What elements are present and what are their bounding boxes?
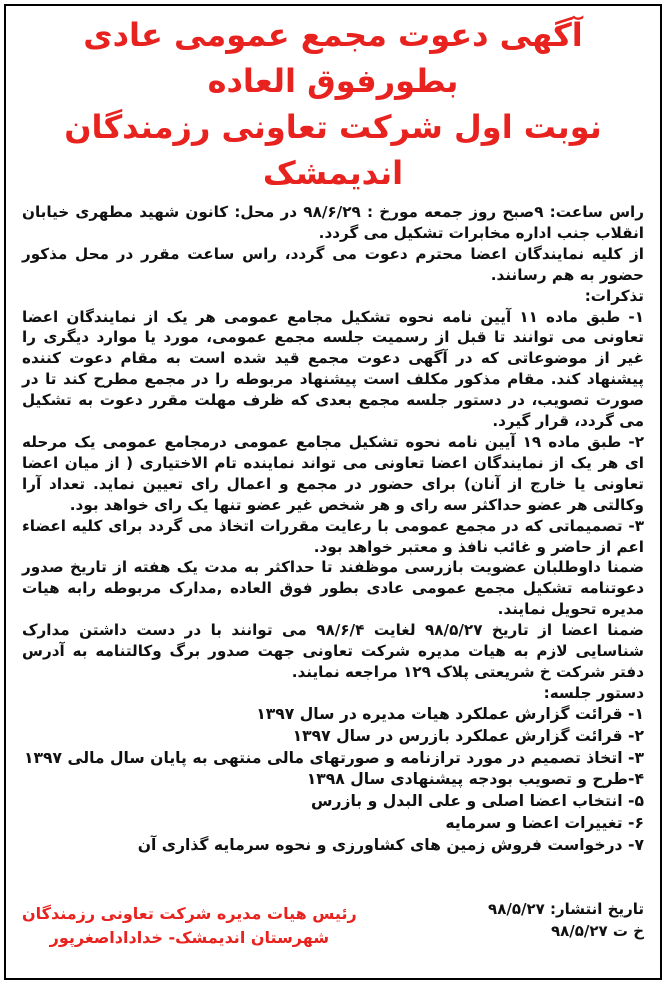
publish-date: تاریخ انتشار: ۹۸/۵/۲۷ [488,900,644,918]
agenda-item: ۵- انتخاب اعضا اصلی و علی البدل و بازرس [310,792,644,811]
agenda-item: ۳- اتخاذ تصمیم در مورد ترازنامه و صورتهای مالی منتهی به پایان سال مالی ۱۳۹۷ [23,748,644,767]
reference-code: خ ت ۹۸/۵/۲۷ [550,922,644,940]
agenda-heading: دستور جلسه: [543,683,644,702]
agenda-item: ۷- درخواست فروش زمین های کشاورزی و نحوه سرمایه گذاری آن [137,836,644,855]
agenda-item: ۱- قرائت گزارش عملکرد هیات مدیره در سال ۱۳۹۷ [256,704,644,723]
footer-dates [488,898,644,942]
agenda-item: ۴-طرح و تصویب بودجه پیشنهادی سال ۱۳۹۸ [306,770,644,789]
invitation-paragraph: از کلیه نمایندگان اعضا محترم دعوت می گردد، راس ساعت مقرر در محل مذکور حضور به هم رسانند. [22,244,644,284]
signature-line-2: شهرستان اندیمشک- خداداداصغرپور [49,928,330,947]
signature-block [22,902,357,950]
agenda-item: ۶- تغییرات اعضا و سرمایه [445,814,644,833]
candidates-paragraph: ضمنا داوطلبان عضویت بازرسی موظفند تا حداکثر به مدت یک هفته از تاریخ صدور دعوتنامه تشکیل مجمع عمومی عادی بطور فوق العاده ,مدارک مربوطه رابه هیات مدیره تحویل نمایند. [22,558,644,619]
note-item-2: ۲- طبق ماده ۱۹ آیین نامه نحوه تشکیل مجامع عمومی درمجامع عمومی یک مرحله ای هر یک از نمایندگان اعضا تعاونی می تواند نماینده تام الاختیاری ( از میان اعضا تعاونی یا خارج از آنان) برای حضور در مجمع و اعمال رای تعیین نماید. تعداد آرا وکالتی هر عضو حداکثر سه رای و هر شخص غیر عضو تنها یک رای خواهد بود. [22,432,644,514]
notice-frame [4,4,662,980]
notice-footer [22,898,644,964]
note-item-3: ۳- تصمیماتی که در مجمع عمومی با رعایت مقررات اتخاذ می گردد برای کلیه اعضاء اعم از حاضر و غائب نافذ و معتبر خواهد بود. [22,516,644,556]
notes-heading: تذکرات: [584,286,644,305]
agenda-list [22,704,644,857]
title-line-1: آگهی دعوت مجمع عمومی عادی بطورفوق العاده [83,16,583,100]
members-paragraph: ضمنا اعضا از تاریخ ۹۸/۵/۲۷ لغایت ۹۸/۶/۴ می توانند با در دست داشتن مدارک شناسایی لازم به هیات مدیره شرکت تعاونی جهت صدور برگ وکالتنامه به آدرس دفتر شرکت خ شریعتی پلاک ۱۲۹ مراجعه نمایند. [22,621,644,681]
notice-title [14,12,652,196]
note-item-1: ۱- طبق ماده ۱۱ آیین نامه نحوه تشکیل مجامع عمومی هر یک از نمایندگان اعضا تعاونی می توانند تا قبل از رسمیت جلسه مجمع عمومی، مورد یا موارد دیگری را غیر از موضوعاتی که در آگهی دعوت مجمع قید شده است به مقام دعوت کننده پیشنهاد کند. مقام مذکور مکلف است پیشنهاد مربوطه را در مجمع مطرح کند تا در صورت تصویب، در دستور جلسه مجمع بعدی که ظرف مهلت مقرر دعوت به تشکیل می گردد، قرار گیرد. [22,307,645,431]
agenda-item: ۲- قرائت گزارش عملکرد بازرس در سال ۱۳۹۷ [292,726,644,745]
title-line-2: نوبت اول شرکت تعاونی رزمندگان اندیمشک [64,108,602,192]
notice-body [22,202,644,857]
signature-line-1: رئیس هیات مدیره شرکت تعاونی رزمندگان [22,904,357,923]
intro-paragraph: راس ساعت: ۹صبح روز جمعه مورخ : ۹۸/۶/۲۹ در محل: کانون شهید مطهری خیابان انقلاب جنب اداره مخابرات تشکیل می گردد. [22,203,644,242]
